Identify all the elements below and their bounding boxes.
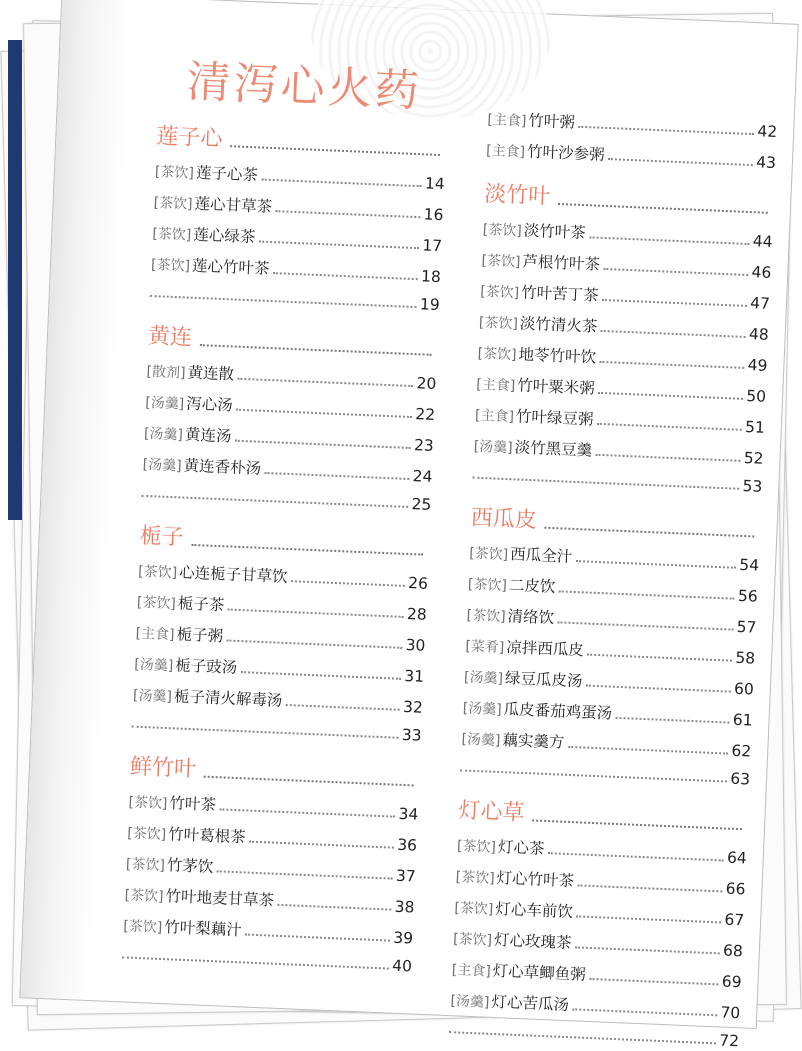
recipe-name: 泻心汤 <box>185 394 234 415</box>
page-number: 22 <box>414 405 436 424</box>
category-tag: [主食] <box>476 376 516 395</box>
category-tag: [茶饮] <box>456 838 497 856</box>
dot-leader <box>449 1031 716 1044</box>
recipe-name: 淡竹清火茶 <box>519 314 598 336</box>
page-number: 28 <box>406 605 428 624</box>
dot-leader <box>204 776 414 787</box>
category-tag: [茶饮] <box>455 869 495 887</box>
dot-leader <box>596 454 741 462</box>
recipe-name: 黄连香朴汤 <box>183 456 262 478</box>
category-tag: [汤羹] <box>473 438 513 457</box>
page-number: 14 <box>424 174 446 194</box>
page-number: 64 <box>726 848 748 868</box>
page-number: 34 <box>398 804 419 824</box>
category-tag: [茶饮] <box>124 887 164 906</box>
recipe-name: 地苓竹叶饮 <box>518 345 597 367</box>
page-number: 70 <box>720 1003 741 1023</box>
recipe-name: 竹叶葛根茶 <box>167 825 247 847</box>
page-number: 31 <box>403 666 425 686</box>
recipe-name: 淡竹黑豆羹 <box>514 438 593 460</box>
toc-column-left <box>122 116 447 975</box>
recipe-name: 竹叶沙参粥 <box>526 142 605 164</box>
recipe-name: 西瓜全汁 <box>509 545 573 566</box>
page-number: 66 <box>725 879 746 899</box>
page-number: 60 <box>733 679 755 699</box>
category-tag: [茶饮] <box>154 164 195 182</box>
page-number: 61 <box>732 710 753 730</box>
category-tag: [茶饮] <box>467 576 508 595</box>
book-cover-edge <box>8 40 22 520</box>
page-number: 52 <box>743 448 764 468</box>
category-tag: [汤羹] <box>143 425 184 444</box>
page-number: 54 <box>738 555 760 575</box>
category-tag: [主食] <box>451 962 492 980</box>
category-tag: [茶饮] <box>137 563 178 582</box>
category-tag: [茶饮] <box>482 221 523 240</box>
page-number: 51 <box>744 418 766 437</box>
recipe-name: 灯心玫瑰茶 <box>493 930 572 953</box>
category-tag: [茶饮] <box>479 283 520 302</box>
page-number: 57 <box>736 617 757 637</box>
dot-leader <box>602 299 747 307</box>
recipe-name: 清络饮 <box>507 607 555 628</box>
page-number: 42 <box>757 122 778 142</box>
category-tag: [汤羹] <box>463 669 504 688</box>
dot-leader <box>601 330 746 338</box>
recipe-name: 凉拌西瓜皮 <box>505 638 585 660</box>
recipe-name: 栀子清火解毒汤 <box>173 687 283 710</box>
recipe-name: 藕实羹方 <box>502 731 565 752</box>
dot-leader <box>616 717 730 724</box>
category-tag: [茶饮] <box>478 314 519 333</box>
recipe-name: 竹茅饮 <box>166 856 214 877</box>
category-tag: [茶饮] <box>481 252 521 271</box>
recipe-name: 灯心竹叶茶 <box>496 869 575 891</box>
category-tag: [汤羹] <box>462 700 503 719</box>
recipe-name: 莲心甘草茶 <box>194 194 273 216</box>
dot-leader <box>600 361 745 369</box>
page-number: 20 <box>416 374 437 394</box>
category-tag: [茶饮] <box>468 545 509 564</box>
dot-leader <box>604 268 749 276</box>
dot-leader <box>286 704 400 711</box>
page-number: 17 <box>422 236 443 256</box>
page-number: 18 <box>420 267 442 287</box>
dot-leader <box>246 934 391 942</box>
page-number: 38 <box>394 897 415 917</box>
recipe-name: 灯心茶 <box>497 838 545 858</box>
page-number: 68 <box>722 941 744 961</box>
page-number: 32 <box>402 697 424 717</box>
recipe-name: 竹叶粟米粥 <box>516 376 596 398</box>
page-number: 49 <box>747 356 768 375</box>
recipe-name: 栀子豉汤 <box>174 656 238 677</box>
page-number: 16 <box>423 205 444 225</box>
dot-leader <box>291 580 405 587</box>
recipe-name: 瓜皮番茄鸡蛋汤 <box>503 700 613 723</box>
dot-leader <box>273 272 418 280</box>
category-tag: [菜肴] <box>465 638 505 657</box>
dot-leader <box>573 1008 718 1016</box>
category-tag: [茶饮] <box>454 900 494 918</box>
page-number: 56 <box>737 586 759 606</box>
recipe-name: 竹叶梨藕汁 <box>163 918 243 940</box>
page-number: 62 <box>731 741 752 761</box>
category-tag: [汤羹] <box>133 656 174 675</box>
page-number: 48 <box>748 325 770 344</box>
recipe-name: 芦根竹叶茶 <box>522 252 601 274</box>
category-tag: [茶饮] <box>128 794 168 813</box>
page-number: 44 <box>752 232 773 251</box>
section-title: 黄连 <box>147 323 193 351</box>
dot-leader <box>532 819 742 830</box>
page-number: 63 <box>729 769 751 789</box>
page-number: 30 <box>405 635 426 655</box>
category-tag: [茶饮] <box>152 226 192 244</box>
category-tag: [汤羹] <box>132 687 173 706</box>
category-tag: [主食] <box>135 625 175 644</box>
recipe-name: 莲子心茶 <box>195 163 259 185</box>
toc-column-right <box>449 98 778 1050</box>
page-number: 50 <box>745 387 767 406</box>
page-number: 39 <box>393 928 414 948</box>
page-number: 19 <box>419 295 441 315</box>
recipe-name: 莲心竹叶茶 <box>191 256 270 278</box>
category-tag: [茶饮] <box>452 931 493 949</box>
recipe-name: 竹叶粥 <box>528 111 576 132</box>
recipe-name: 黄连散 <box>187 363 235 384</box>
dot-leader <box>122 956 389 969</box>
dot-leader <box>276 210 421 218</box>
recipe-name: 心连栀子甘草饮 <box>178 563 288 586</box>
category-tag: [汤羹] <box>144 394 185 413</box>
dot-leader <box>577 915 722 923</box>
page-number: 72 <box>718 1031 740 1051</box>
category-tag: [茶饮] <box>126 825 167 844</box>
page-number: 25 <box>411 495 432 514</box>
recipe-name: 灯心苦瓜汤 <box>491 992 570 1015</box>
category-tag: [汤羹] <box>142 456 182 475</box>
page-number: 58 <box>735 648 756 668</box>
category-tag: [茶饮] <box>136 594 177 613</box>
dot-leader <box>589 978 718 985</box>
toc-page <box>19 0 798 1051</box>
section-title: 灯心草 <box>457 798 525 827</box>
page-number: 26 <box>407 574 429 593</box>
recipe-name: 竹叶茶 <box>169 794 217 815</box>
section-title: 莲子心 <box>155 124 223 152</box>
category-tag: [茶饮] <box>125 856 166 875</box>
dot-leader <box>249 841 394 849</box>
recipe-name: 二皮饮 <box>508 576 556 597</box>
dot-leader <box>588 654 733 662</box>
dot-leader <box>278 904 392 911</box>
page-number: 36 <box>396 835 418 855</box>
dot-leader <box>608 158 753 166</box>
category-tag: [主食] <box>487 111 527 130</box>
page-number: 53 <box>742 476 763 496</box>
category-tag: [茶饮] <box>466 607 506 626</box>
page-number: 46 <box>751 263 772 282</box>
dot-leader <box>599 392 744 400</box>
dot-leader <box>544 527 754 538</box>
category-tag: [茶饮] <box>477 345 517 364</box>
dot-leader <box>230 145 440 156</box>
page-number: 23 <box>413 436 435 455</box>
recipe-name: 栀子粥 <box>176 625 224 646</box>
recipe-name: 黄连汤 <box>184 425 232 446</box>
category-tag: [茶饮] <box>150 256 191 275</box>
dot-leader <box>586 685 731 693</box>
category-tag: [汤羹] <box>450 993 490 1011</box>
recipe-name: 竹叶地麦甘草茶 <box>165 887 275 910</box>
recipe-name: 竹叶苦丁茶 <box>520 283 600 305</box>
section-title: 西瓜皮 <box>470 505 538 534</box>
dot-leader <box>597 423 742 431</box>
category-tag: [汤羹] <box>461 731 501 750</box>
page-number: 24 <box>412 467 433 486</box>
page-number: 40 <box>391 956 413 976</box>
recipe-name: 淡竹叶茶 <box>523 221 587 243</box>
section-title: 栀子 <box>139 523 185 551</box>
recipe-name: 竹叶绿豆粥 <box>515 407 594 429</box>
recipe-name: 栀子茶 <box>177 594 225 615</box>
page-number: 33 <box>401 725 422 745</box>
recipe-name: 灯心车前饮 <box>494 899 574 922</box>
page-number: 43 <box>755 153 777 173</box>
page-number: 67 <box>724 910 745 930</box>
dot-leader <box>578 884 723 892</box>
recipe-name: 莲心绿茶 <box>192 225 256 247</box>
page-number: 37 <box>395 866 417 886</box>
recipe-name: 绿豆瓜皮汤 <box>504 669 583 691</box>
section-title: 淡竹叶 <box>483 181 551 210</box>
dot-leader <box>265 472 410 480</box>
dot-leader <box>558 203 768 214</box>
section-title: 鲜竹叶 <box>129 754 197 783</box>
category-tag: [茶饮] <box>123 918 163 937</box>
page-number: 47 <box>749 294 771 313</box>
category-tag: [主食] <box>485 142 526 161</box>
page-title: 清泻心火药 <box>185 56 423 118</box>
category-tag: [散剂] <box>146 363 186 382</box>
page-number: 69 <box>721 972 742 992</box>
category-tag: [主食] <box>474 407 515 426</box>
category-tag: [茶饮] <box>153 195 193 213</box>
recipe-name: 灯心草鲫鱼粥 <box>492 961 587 984</box>
dot-leader <box>575 946 720 954</box>
